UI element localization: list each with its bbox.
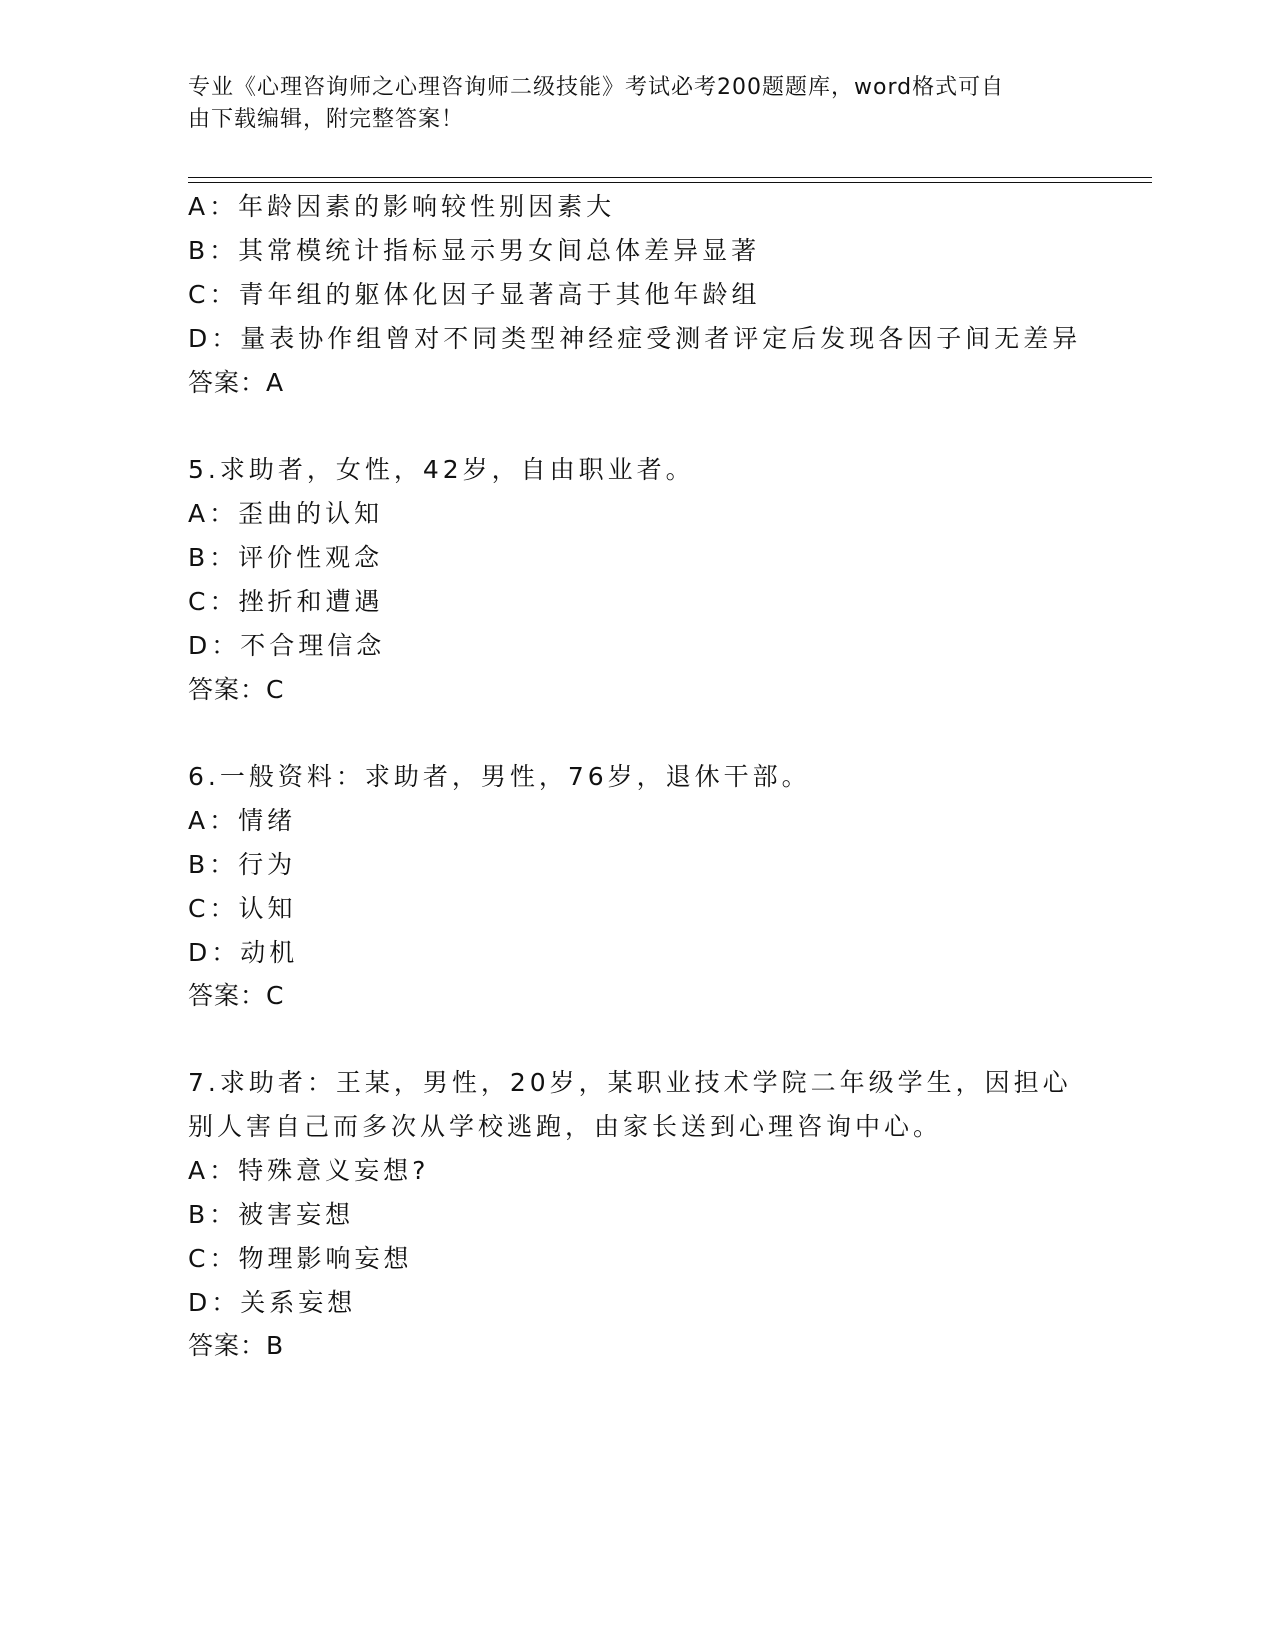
- question-6-option-c: C：认知: [188, 894, 297, 923]
- answer-label: 答案：A: [188, 368, 285, 397]
- option-a: A：年龄因素的影响较性别因素大: [188, 192, 616, 221]
- header-line-1: 专业《心理咨询师之心理咨询师二级技能》考试必考200题题库，word格式可自: [188, 75, 1005, 100]
- question-5-stem: 5.求助者，女性，42岁，自由职业者。: [188, 455, 695, 484]
- question-5-option-b: B：评价性观念: [188, 543, 384, 572]
- document-header: [188, 72, 1068, 136]
- question-6-answer: 答案：C: [188, 981, 285, 1010]
- option-b: B：其常模统计指标显示男女间总体差异显著: [188, 236, 761, 265]
- question-7-answer: 答案：B: [188, 1331, 285, 1360]
- header-divider-bottom: [188, 182, 1152, 183]
- question-5-answer: 答案：C: [188, 675, 285, 704]
- question-5-option-d: D：不合理信念: [188, 631, 386, 660]
- question-7-option-b: B：被害妄想: [188, 1200, 355, 1229]
- question-5-option-a: A：歪曲的认知: [188, 499, 384, 528]
- question-6-option-d: D：动机: [188, 938, 299, 967]
- question-6-option-a: A：情绪: [188, 806, 297, 835]
- question-6-option-b: B：行为: [188, 850, 297, 879]
- question-6-stem: 6.一般资料：求助者，男性，76岁，退休干部。: [188, 762, 811, 791]
- question-5-option-c: C：挫折和遭遇: [188, 587, 384, 616]
- option-c: C：青年组的躯体化因子显著高于其他年龄组: [188, 280, 761, 309]
- header-divider-top: [188, 177, 1152, 178]
- question-7-option-a: A：特殊意义妄想?: [188, 1156, 430, 1185]
- question-7-option-d: D：关系妄想: [188, 1288, 357, 1317]
- question-7-option-c: C：物理影响妄想: [188, 1244, 413, 1273]
- question-7-stem-line-1: 7.求助者：王某，男性，20岁，某职业技术学院二年级学生，因担心: [188, 1068, 1072, 1097]
- option-d: D：量表协作组曾对不同类型神经症受测者评定后发现各因子间无差异: [188, 324, 1082, 353]
- header-line-2: 由下载编辑，附完整答案！: [188, 107, 465, 132]
- question-7-stem-line-2: 别人害自己而多次从学校逃跑，由家长送到心理咨询中心。: [188, 1112, 943, 1141]
